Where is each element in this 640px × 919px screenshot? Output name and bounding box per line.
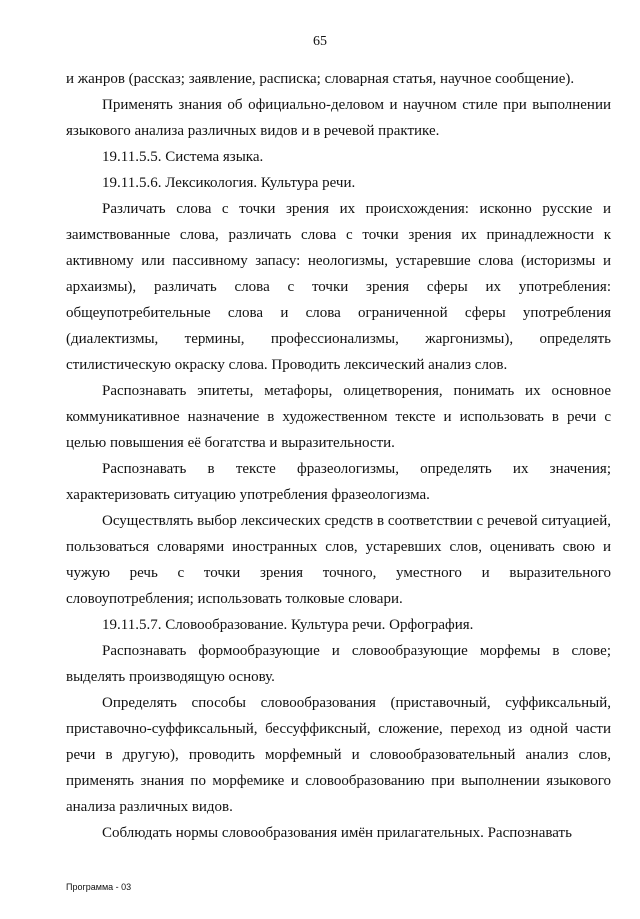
paragraph: Осуществлять выбор лексических средств в соответствии с речевой ситуацией, пользоваться словарями иностранных слов, устаревших слов, оценивать свою и чужую речь с точки зрения точного, уместного и выразительного словоупотребления; использовать толковые словари. bbox=[66, 513, 611, 607]
paragraph: Распознавать формообразующие и словообразующие морфемы в слове; выделять производящую основу. bbox=[66, 643, 611, 685]
paragraph: Распознавать в тексте фразеологизмы, определять их значения; характеризовать ситуацию употребления фразеологизма. bbox=[66, 461, 611, 503]
section-heading: 19.11.5.7. Словообразование. Культура речи. Орфография. bbox=[102, 617, 474, 633]
section-heading: 19.11.5.5. Система языка. bbox=[102, 149, 264, 165]
paragraph: Распознавать эпитеты, метафоры, олицетворения, понимать их основное коммуникативное назначение в художественном тексте и использовать в речи с целью повышения её богатства и выразительности. bbox=[66, 383, 611, 451]
section-heading: 19.11.5.6. Лексикология. Культура речи. bbox=[102, 175, 356, 191]
footer-label: Программа - 03 bbox=[66, 882, 132, 892]
paragraph: Определять способы словообразования (приставочный, суффиксальный, приставочно-суффиксальный, бессуффиксный, сложение, переход из одной части речи в другую), проводить морфемный и словообразовательный анализ слов, применять знания по морфемике и словообразованию при выполнении языкового анализа различных видов. bbox=[66, 695, 611, 815]
page-body bbox=[66, 66, 611, 846]
page-number: 65 bbox=[313, 34, 327, 49]
paragraph: и жанров (рассказ; заявление, расписка; словарная статья, научное сообщение). bbox=[66, 71, 575, 87]
paragraph: Различать слова с точки зрения их происхождения: исконно русские и заимствованные слова, различать слова с точки зрения их принадлежности к активному или пассивному запасу: неологизмы, устаревшие слова (историзмы и архаизмы), различать слова с точки зрения сферы их употребления: общеупотребительные слова и слова ограниченной сферы употребления (диалектизмы, термины, профессионализмы, жаргонизмы), определять стилистическую окраску слова. Проводить лексический анализ слов. bbox=[66, 201, 611, 373]
paragraph: Соблюдать нормы словообразования имён прилагательных. Распознавать bbox=[102, 825, 572, 841]
paragraph: Применять знания об официально-деловом и научном стиле при выполнении языкового анализа различных видов и в речевой практике. bbox=[66, 97, 611, 139]
